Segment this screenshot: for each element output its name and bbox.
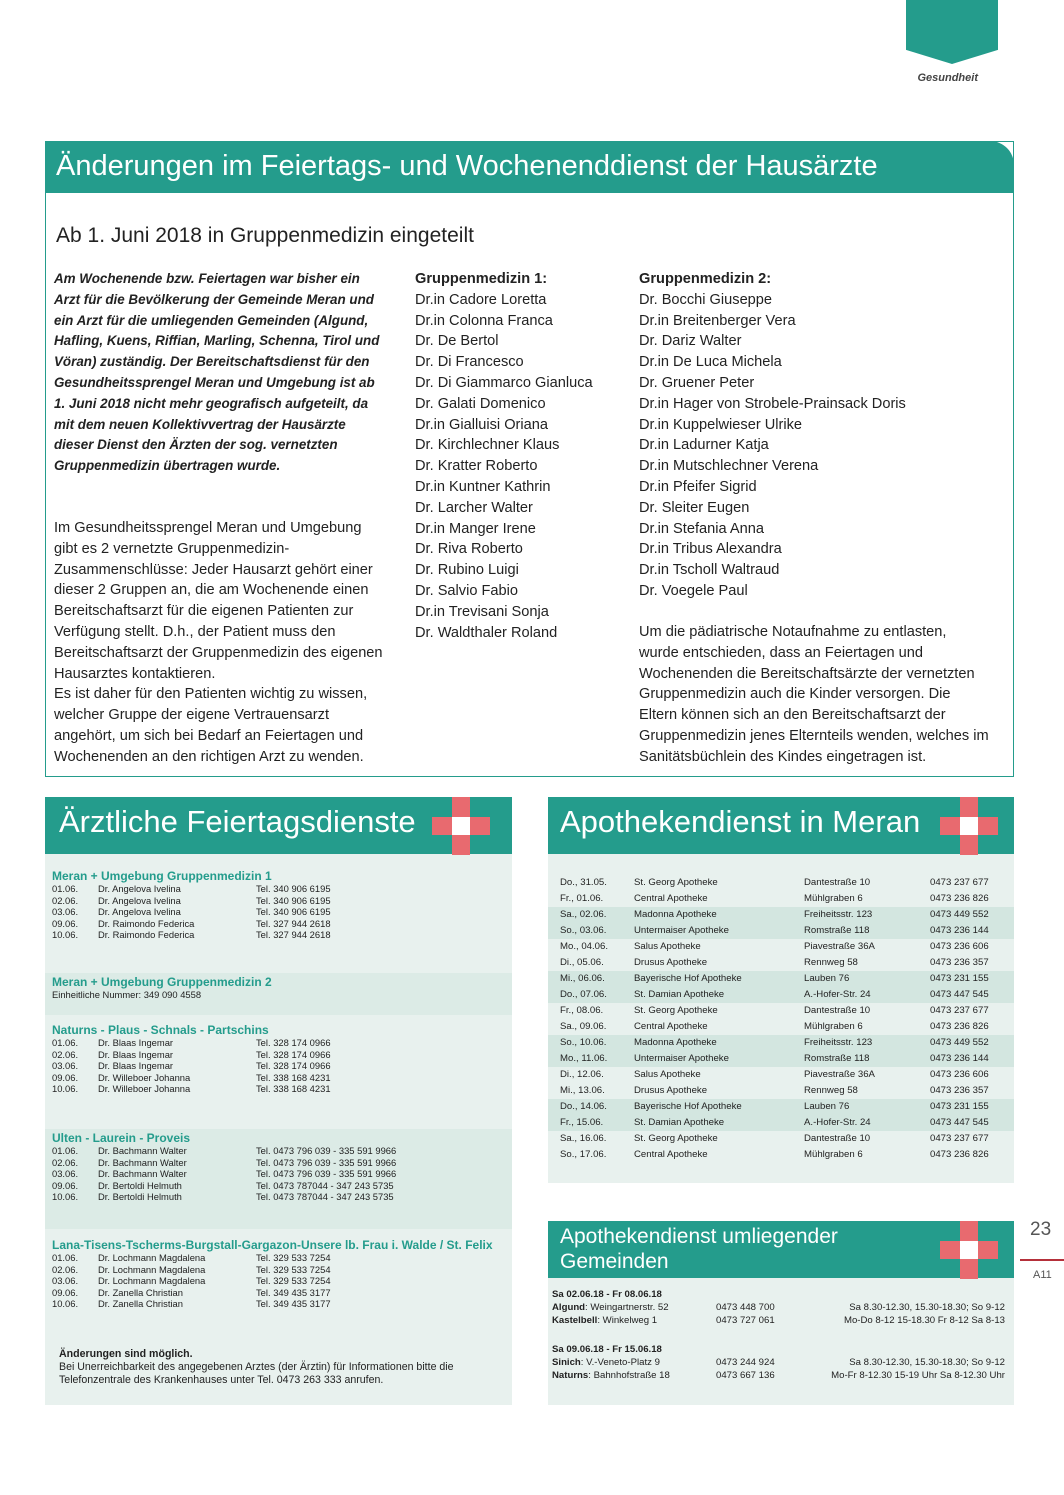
- pharmacy-line: Algund: Weingartnerstr. 52: [552, 1302, 669, 1313]
- duty-date: 09.06.: [52, 1286, 79, 1298]
- duty-doctor: Dr. Blaas Ingemar: [98, 1048, 174, 1060]
- duty-phone: Tel. 340 906 6195: [256, 883, 331, 894]
- pharmacy-row: [548, 955, 1014, 971]
- pharmacy-address: A.-Hofer-Str. 24: [804, 989, 871, 1000]
- pharmacy-address: Mühlgraben 6: [804, 1149, 863, 1160]
- pharmacy-name: Salus Apotheke: [634, 941, 701, 952]
- duty-doctor: Dr. Raimondo Federica: [98, 929, 195, 941]
- doctor-list-item: Dr.in Tscholl Waltraud: [639, 562, 780, 579]
- umliegende-title: Apothekendienst umliegender Gemeinden: [560, 1225, 838, 1273]
- doctor-list-item: Dr.in Kuntner Kathrin: [415, 478, 551, 495]
- pharmacy-phone: 0473 449 552: [930, 909, 989, 920]
- duty-row: [52, 883, 512, 895]
- pharmacy-name: Untermaiser Apotheke: [634, 925, 729, 936]
- pharmacy-phone: 0473 231 155: [930, 973, 989, 984]
- duty-phone: Tel. 338 168 4231: [256, 1083, 331, 1095]
- pharmacy-row: [548, 1051, 1014, 1067]
- medical-cross-icon: [940, 1221, 998, 1279]
- pharmacy-date: So., 17.06.: [560, 1149, 607, 1160]
- duty-row: [52, 1072, 512, 1084]
- duty-date: 01.06.: [52, 883, 79, 894]
- duty-doctor: Dr. Bachmann Walter: [98, 1156, 187, 1168]
- duty-group-title: Ulten - Laurein - Proveis: [52, 1131, 191, 1145]
- intro-lead: Am Wochenende bzw. Feiertagen war bisher ein Arzt für die Bevölkerung der Gemeinde Meran und ein Arzt für die umliegenden Gemeinden (Algund, Hafling, Kuens, Riffian, Marling, Schenna, Tirol und Vöran) zuständig. Der Bereitschaftsdienst für den Gesundheitssprengel Meran und Umgebung ist ab 1. Juni 2018 nicht mehr geografisch aufgeteilt, da mit dem neuen Kollektivvertrag der Hausärzte dieser Dienst den Ärzten der sog. vernetzten Gruppenmedizin übertragen wurde.: [54, 271, 380, 474]
- duty-doctor: Dr. Angelova Ivelina: [98, 883, 181, 894]
- duty-phone: Tel. 329 533 7254: [256, 1263, 331, 1275]
- pharmacy-date: Mo., 11.06.: [560, 1053, 608, 1064]
- intro-paragraph-2: Es ist daher für den Patienten wichtig zu wissen, welcher Gruppe der eigene Vertrauensarzt angehört, um sich bei Bedarf an Feiertagen und Wochenenden an den richtigen Arzt zu wenden.: [54, 686, 368, 765]
- pharmacy-phone: 0473 236 357: [930, 957, 989, 968]
- doctor-list-item: Dr. Kratter Roberto: [415, 458, 538, 475]
- duty-doctor: Dr. Blaas Ingemar: [98, 1037, 174, 1048]
- pharmacy-address: Mühlgraben 6: [804, 1021, 863, 1032]
- medical-cross-icon: [940, 797, 998, 855]
- duty-row: [52, 1180, 512, 1192]
- doctor-list-item: Dr.in Hager von Strobele-Prainsack Doris: [639, 395, 906, 412]
- doctor-list-item: Dr. De Bertol: [415, 333, 499, 350]
- duty-group: [45, 1021, 512, 1121]
- pharmacy-date: Fr., 15.06.: [560, 1117, 604, 1128]
- pharmacy-date: Do., 14.06.: [560, 1101, 607, 1112]
- pharmacy-address: Romstraße 118: [804, 1053, 870, 1064]
- duty-row: [52, 1298, 512, 1310]
- duty-doctor: Dr. Willeboer Johanna: [98, 1071, 191, 1083]
- pharmacy-date: Mo., 04.06.: [560, 941, 608, 952]
- pharmacy-name: St. Damian Apotheke: [634, 989, 725, 1000]
- pharmacy-tel: 0473 727 061: [716, 1315, 775, 1326]
- pharmacy-row: [548, 1131, 1014, 1147]
- duty-row: [52, 906, 512, 918]
- duty-group-title: Meran + Umgebung Gruppenmedizin 1: [52, 869, 272, 883]
- duty-phone: Tel. 340 906 6195: [256, 894, 331, 906]
- doctor-list-item: Dr.in Cadore Loretta: [415, 291, 547, 308]
- duty-group: [45, 973, 512, 1015]
- pharmacy-name: Central Apotheke: [634, 1149, 708, 1160]
- pharmacy-date: Di., 05.06.: [560, 957, 604, 968]
- duty-phone: Tel. 328 174 0966: [256, 1048, 331, 1060]
- pharmacy-phone: 0473 237 677: [930, 1005, 989, 1016]
- duty-row: [52, 1264, 512, 1276]
- duty-phone: Tel. 349 435 3177: [256, 1298, 331, 1310]
- doctor-list-item: Dr.in Gialluisi Oriana: [415, 416, 549, 433]
- pharmacy-phone: 0473 236 144: [930, 1053, 989, 1064]
- doctor-list-item: Dr. Larcher Walter: [415, 499, 533, 516]
- group1-items: [415, 290, 615, 644]
- duty-row: [52, 1168, 512, 1180]
- pharmacy-phone: 0473 236 606: [930, 941, 989, 952]
- pharmacy-date: Di., 12.06.: [560, 1069, 604, 1080]
- section-label: Gesundheit: [917, 72, 978, 84]
- duty-group-title: Meran + Umgebung Gruppenmedizin 2: [52, 975, 272, 989]
- pharmacy-name: Bayerische Hof Apotheke: [634, 1101, 742, 1112]
- pharmacy-address: Piavestraße 36A: [804, 941, 875, 952]
- pharmacy-name: Madonna Apotheke: [634, 909, 717, 920]
- pharmacy-row: [548, 1035, 1014, 1051]
- pharmacy-phone: 0473 447 545: [930, 989, 989, 1000]
- pharmacy-hours: Sa 8.30-12.30, 15.30-18.30; So 9-12: [849, 1302, 1005, 1313]
- duty-row: [52, 1060, 512, 1072]
- pharmacy-row: [548, 1003, 1014, 1019]
- pharmacy-name: Central Apotheke: [634, 893, 708, 904]
- pharmacy-row: [548, 1019, 1014, 1035]
- duty-group-text: Einheitliche Nummer: 349 090 4558: [52, 989, 202, 1000]
- doctor-list-item: Dr.in Trevisani Sonja: [415, 603, 549, 620]
- pharmacy-name: Drusus Apotheke: [634, 1085, 708, 1096]
- pharmacy-date: Mi., 13.06.: [560, 1085, 605, 1096]
- duty-phone: Tel. 327 944 2618: [256, 929, 331, 941]
- intro-paragraph-1: Im Gesundheitssprengel Meran und Umgebung gibt es 2 vernetzte Gruppenmedizin-Zusammenschlüsse: Jeder Hausarzt gehört einer dieser 2 Gruppen an, die am Wochenende einen Bereitschaftsarzt für die eigenen Patienten zur Verfügung stellt. D.h., der Patient muss den Bereitschaftsarzt der Gruppenmedizin des eigenen Hausarztes kontaktieren.: [54, 520, 383, 682]
- duty-doctor: Dr. Bertoldi Helmuth: [98, 1179, 182, 1191]
- duty-doctor: Dr. Lochmann Magdalena: [98, 1252, 206, 1263]
- apotheken-title: Apothekendienst in Meran: [560, 804, 921, 839]
- duty-doctor: Dr. Zanella Christian: [98, 1298, 183, 1310]
- doctor-list-item: Dr.in De Luca Michela: [639, 354, 782, 371]
- duty-row: [52, 918, 512, 930]
- pharmacy-phone: 0473 237 677: [930, 1133, 989, 1144]
- duty-doctor: Dr. Lochmann Magdalena: [98, 1275, 206, 1287]
- doctor-list-item: Dr.in Breitenberger Vera: [639, 312, 796, 329]
- doctor-list-item: Dr. Di Francesco: [415, 354, 524, 371]
- feiertagsdienste-title: Ärztliche Feiertagsdienste: [59, 804, 416, 839]
- pharmacy-line: Sinich: V.-Veneto-Platz 9: [552, 1357, 660, 1368]
- doctor-list-item: Dr.in Stefania Anna: [639, 520, 764, 537]
- pharmacy-name: St. Georg Apotheke: [634, 1005, 718, 1016]
- duty-row: [52, 1083, 512, 1095]
- article-title: Änderungen im Feiertags- und Wochenenddienst der Hausärzte: [56, 150, 878, 182]
- duty-phone: Tel. 328 174 0966: [256, 1037, 331, 1048]
- pharmacy-hours: Mo-Fr 8-12.30 15-19 Uhr Sa 8-12.30 Uhr: [831, 1370, 1005, 1381]
- duty-row: [52, 1145, 512, 1157]
- pharmacy-name: St. Damian Apotheke: [634, 1117, 725, 1128]
- doctor-list-item: Dr.in Mutschlechner Verena: [639, 458, 819, 475]
- duty-date: 09.06.: [52, 1179, 79, 1191]
- article-subtitle: Ab 1. Juni 2018 in Gruppenmedizin eingeteilt: [56, 224, 474, 247]
- pharmacy-row: [548, 907, 1014, 923]
- duty-doctor: Dr. Bachmann Walter: [98, 1145, 187, 1156]
- duty-doctor: Dr. Lochmann Magdalena: [98, 1263, 206, 1275]
- duty-phone: Tel. 329 533 7254: [256, 1275, 331, 1287]
- duty-doctor: Dr. Angelova Ivelina: [98, 894, 181, 906]
- pharmacy-row: [548, 875, 1014, 891]
- pharmacy-date: Sa., 16.06.: [560, 1133, 607, 1144]
- duty-date: 01.06.: [52, 1037, 79, 1048]
- duty-group: [45, 867, 512, 967]
- duty-date: 09.06.: [52, 1071, 79, 1083]
- pharmacy-row: [548, 939, 1014, 955]
- duty-doctor: Dr. Angelova Ivelina: [98, 906, 181, 918]
- duty-phone: Tel. 349 435 3177: [256, 1286, 331, 1298]
- pharmacy-date: Do., 31.05.: [560, 877, 607, 888]
- pharmacy-row: [548, 987, 1014, 1003]
- duty-date: 02.06.: [52, 894, 79, 906]
- pharmacy-phone: 0473 236 144: [930, 925, 989, 936]
- pharmacy-address: Piavestraße 36A: [804, 1069, 875, 1080]
- period-1: Sa 02.06.18 - Fr 08.06.18: [552, 1289, 662, 1300]
- duty-phone: Tel. 0473 796 039 - 335 591 9966: [256, 1156, 397, 1168]
- pharmacy-date: So., 03.06.: [560, 925, 607, 936]
- duty-date: 03.06.: [52, 1060, 79, 1072]
- pharmacy-phone: 0473 449 552: [930, 1037, 989, 1048]
- pharmacy-row: [548, 1147, 1014, 1163]
- pharmacy-date: Sa., 09.06.: [560, 1021, 607, 1032]
- pharmacy-row: [548, 1099, 1014, 1115]
- duty-group-title: Naturns - Plaus - Schnals - Partschins: [52, 1023, 269, 1037]
- duty-phone: Tel. 0473 796 039 - 335 591 9966: [256, 1145, 397, 1156]
- pharmacy-row: [548, 1115, 1014, 1131]
- pharmacy-name: Madonna Apotheke: [634, 1037, 717, 1048]
- duty-phone: Tel. 329 533 7254: [256, 1252, 331, 1263]
- duty-row: [52, 895, 512, 907]
- pharmacy-name: Salus Apotheke: [634, 1069, 701, 1080]
- duty-date: 03.06.: [52, 906, 79, 918]
- duty-row: [52, 1191, 512, 1203]
- pharmacy-address: Dantestraße 10: [804, 877, 871, 888]
- duty-date: 09.06.: [52, 917, 79, 929]
- duty-date: 10.06.: [52, 1191, 79, 1203]
- duty-date: 02.06.: [52, 1156, 79, 1168]
- duty-date: 10.06.: [52, 1083, 79, 1095]
- duty-date: 01.06.: [52, 1252, 79, 1263]
- duty-date: 10.06.: [52, 1298, 79, 1310]
- duty-date: 03.06.: [52, 1275, 79, 1287]
- duty-group: [45, 1236, 512, 1336]
- doctor-list-item: Dr.in Pfeifer Sigrid: [639, 478, 757, 495]
- doctor-list-item: Dr. Di Giammarco Gianluca: [415, 374, 593, 391]
- note-title: Änderungen sind möglich.: [59, 1348, 193, 1360]
- duty-phone: Tel. 0473 787044 - 347 243 5735: [256, 1179, 394, 1191]
- duty-row: [52, 929, 512, 941]
- note-text: Bei Unerreichbarkeit des angegebenen Arztes (der Ärztin) für Informationen bitte die Telefonzentrale des Krankenhauses unter Tel. 0473 263 333 anrufen.: [59, 1361, 454, 1386]
- duty-date: 10.06.: [52, 929, 79, 941]
- pharmacy-date: Fr., 01.06.: [560, 893, 604, 904]
- duty-date: 02.06.: [52, 1048, 79, 1060]
- group2-list: [639, 269, 999, 602]
- section-tab: [906, 0, 998, 64]
- duty-doctor: Dr. Bertoldi Helmuth: [98, 1191, 182, 1203]
- page-divider: [1020, 1259, 1064, 1261]
- pharmacy-phone: 0473 237 677: [930, 877, 989, 888]
- pharmacy-date: Fr., 08.06.: [560, 1005, 604, 1016]
- duty-row: [52, 1157, 512, 1169]
- pharmacy-phone: 0473 236 606: [930, 1069, 989, 1080]
- pharmacy-row: [548, 923, 1014, 939]
- doctor-list-item: Dr. Voegele Paul: [639, 582, 748, 599]
- pharmacy-phone: 0473 236 826: [930, 1149, 989, 1160]
- duty-date: 03.06.: [52, 1168, 79, 1180]
- duty-row: [52, 1252, 512, 1264]
- duty-phone: Tel. 338 168 4231: [256, 1071, 331, 1083]
- pharmacy-phone: 0473 231 155: [930, 1101, 989, 1112]
- pharmacy-address: Lauben 76: [804, 973, 850, 984]
- pharmacy-address: Romstraße 118: [804, 925, 870, 936]
- group2-title: Gruppenmedizin 2:: [639, 271, 772, 287]
- pharmacy-address: Lauben 76: [804, 1101, 850, 1112]
- duty-doctor: Dr. Blaas Ingemar: [98, 1060, 174, 1072]
- period-2: Sa 09.06.18 - Fr 15.06.18: [552, 1344, 662, 1355]
- doctor-list-item: Dr. Kirchlechner Klaus: [415, 437, 560, 454]
- doctor-list-item: Dr. Gruener Peter: [639, 374, 755, 391]
- duty-doctor: Dr. Willeboer Johanna: [98, 1083, 191, 1095]
- pharmacy-hours: Sa 8.30-12.30, 15.30-18.30; So 9-12: [849, 1357, 1005, 1368]
- duty-doctor: Dr. Zanella Christian: [98, 1286, 183, 1298]
- group1-list: [415, 269, 615, 643]
- pharmacy-tel: 0473 448 700: [716, 1302, 775, 1313]
- pharmacy-hours: Mo-Do 8-12 15-18.30 Fr 8-12 Sa 8-13: [843, 1315, 1005, 1326]
- pharmacy-date: So., 10.06.: [560, 1037, 607, 1048]
- pharmacy-tel: 0473 244 924: [716, 1357, 775, 1368]
- pharmacy-row: [548, 891, 1014, 907]
- pharmacy-name: St. Georg Apotheke: [634, 877, 718, 888]
- pharmacy-address: Mühlgraben 6: [804, 893, 863, 904]
- pharmacy-address: Freiheitsstr. 123: [804, 909, 873, 920]
- pharmacy-address: A.-Hofer-Str. 24: [804, 1117, 871, 1128]
- duty-phone: Tel. 327 944 2618: [256, 917, 331, 929]
- pharmacy-name: Drusus Apotheke: [634, 957, 708, 968]
- pharmacy-name: St. Georg Apotheke: [634, 1133, 718, 1144]
- duty-row: [52, 1275, 512, 1287]
- doctor-list-item: Dr.in Colonna Franca: [415, 312, 553, 329]
- pharmacy-row: [548, 1083, 1014, 1099]
- medical-cross-icon: [432, 797, 490, 855]
- duty-phone: Tel. 328 174 0966: [256, 1060, 331, 1072]
- duty-doctor: Dr. Bachmann Walter: [98, 1168, 187, 1180]
- pharmacy-address: Dantestraße 10: [804, 1133, 871, 1144]
- pharmacy-row: [548, 1067, 1014, 1083]
- pharmacy-phone: 0473 236 357: [930, 1085, 989, 1096]
- doctor-list-item: Dr. Waldthaler Roland: [415, 624, 558, 641]
- pharmacy-row: [548, 971, 1014, 987]
- duty-row: [52, 1037, 512, 1049]
- group1-title: Gruppenmedizin 1:: [415, 271, 548, 287]
- duty-group: [45, 1129, 512, 1229]
- pharmacy-address: Dantestraße 10: [804, 1005, 871, 1016]
- doctor-list-item: Dr. Salvio Fabio: [415, 582, 519, 599]
- pharmacy-name: Central Apotheke: [634, 1021, 708, 1032]
- duty-phone: Tel. 0473 796 039 - 335 591 9966: [256, 1168, 397, 1180]
- page-number: 23: [1030, 1219, 1052, 1240]
- duty-date: 01.06.: [52, 1145, 79, 1156]
- duty-doctor: Dr. Raimondo Federica: [98, 917, 195, 929]
- doctor-list-item: Dr. Dariz Walter: [639, 333, 742, 350]
- duty-date: 02.06.: [52, 1263, 79, 1275]
- pharmacy-phone: 0473 447 545: [930, 1117, 989, 1128]
- doctor-list-item: Dr. Bocchi Giuseppe: [639, 291, 773, 308]
- doctor-list-item: Dr.in Manger Irene: [415, 520, 536, 537]
- pharmacy-line: Kastelbell: Winkelweg 1: [552, 1315, 658, 1326]
- page-sub-label: A11: [1033, 1269, 1052, 1281]
- pharmacy-address: Freiheitsstr. 123: [804, 1037, 873, 1048]
- duty-phone: Tel. 0473 787044 - 347 243 5735: [256, 1191, 394, 1203]
- pharmacy-tel: 0473 667 136: [716, 1370, 775, 1381]
- pharmacy-name: Bayerische Hof Apotheke: [634, 973, 742, 984]
- doctor-list-item: Dr.in Ladurner Katja: [639, 437, 769, 454]
- duty-row: [52, 1287, 512, 1299]
- doctor-list-item: Dr. Riva Roberto: [415, 541, 523, 558]
- pharmacy-date: Sa., 02.06.: [560, 909, 607, 920]
- group2-items: [639, 290, 999, 602]
- pharmacy-line: Naturns: Bahnhofstraße 18: [552, 1370, 670, 1381]
- doctor-list-item: Dr.in Kuppelwieser Ulrike: [639, 416, 803, 433]
- pharmacy-date: Do., 07.06.: [560, 989, 607, 1000]
- duty-row: [52, 1049, 512, 1061]
- feiertagsdienste-note: [59, 1348, 504, 1387]
- intro-body: [54, 518, 384, 768]
- pharmacy-phone: 0473 236 826: [930, 1021, 989, 1032]
- doctor-list-item: Dr. Rubino Luigi: [415, 562, 519, 579]
- doctor-list-item: Dr.in Tribus Alexandra: [639, 541, 782, 558]
- pharmacy-address: Rennweg 58: [804, 957, 858, 968]
- duty-group-title: Lana-Tisens-Tscherms-Burgstall-Gargazon-Unsere lb. Frau i. Walde / St. Felix: [52, 1238, 493, 1252]
- pediatric-note: Um die pädiatrische Notaufnahme zu entlasten, wurde entschieden, dass an Feiertagen und Wochenenden die Bereitschaftsärzte der vernetzten Gruppenmedizin auch die Kinder versorgen. Die Eltern können sich an den Bereitschaftsarzt der Gruppenmedizin jenes Elternteils wenden, welches im Sanitätsbüchlein des Kindes eingetragen ist.: [639, 624, 989, 765]
- doctor-list-item: Dr. Sleiter Eugen: [639, 499, 750, 516]
- pharmacy-address: Rennweg 58: [804, 1085, 858, 1096]
- pharmacy-date: Mi., 06.06.: [560, 973, 605, 984]
- pharmacy-phone: 0473 236 826: [930, 893, 989, 904]
- doctor-list-item: Dr. Galati Domenico: [415, 395, 546, 412]
- pharmacy-name: Untermaiser Apotheke: [634, 1053, 729, 1064]
- duty-phone: Tel. 340 906 6195: [256, 906, 331, 918]
